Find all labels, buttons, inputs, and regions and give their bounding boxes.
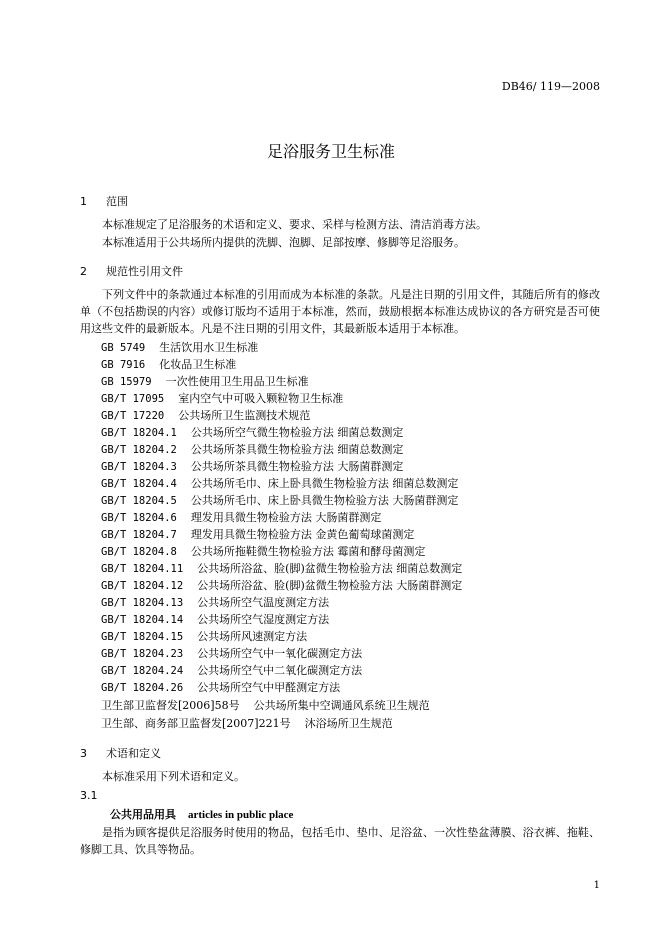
term-english: articles in public place xyxy=(188,809,294,821)
reference-title: 公共场所茶具微生物检验方法 细菌总数测定 xyxy=(190,443,404,456)
reference-item xyxy=(101,679,340,695)
reference-code: GB/T 18204.4 xyxy=(101,478,177,490)
reference-code: GB/T 18204.8 xyxy=(101,546,177,558)
reference-code: GB/T 18204.2 xyxy=(101,444,177,456)
reference-item xyxy=(101,441,403,457)
reference-item xyxy=(101,509,381,525)
section-number: 2 xyxy=(80,265,87,278)
page-number: 1 xyxy=(593,880,600,891)
reference-code: GB/T 18204.23 xyxy=(101,648,184,660)
reference-title: 公共场所空气湿度测定方法 xyxy=(197,613,330,626)
reference-title: 公共场所空气温度测定方法 xyxy=(197,596,330,609)
reference-item xyxy=(101,339,258,355)
reference-code: GB 5749 xyxy=(101,342,146,354)
reference-title: 公共场所拖鞋微生物检验方法 霉菌和酵母菌测定 xyxy=(190,545,426,558)
reference-item xyxy=(101,594,329,610)
section-1-heading xyxy=(80,193,128,209)
section-title: 规范性引用文件 xyxy=(106,265,183,278)
term-heading xyxy=(110,806,293,822)
reference-title: 公共场所空气中甲醛测定方法 xyxy=(197,681,341,694)
reference-title: 公共场所卫生监测技术规范 xyxy=(178,409,311,422)
reference-code: GB/T 18204.12 xyxy=(101,580,184,592)
reference-item xyxy=(101,424,403,440)
reference-code: GB/T 18204.15 xyxy=(101,631,184,643)
reference-item xyxy=(101,356,236,372)
reference-code: GB/T 18204.13 xyxy=(101,597,184,609)
document-code: DB46/ 119—2008 xyxy=(501,80,600,93)
reference-item xyxy=(101,475,458,491)
section-2-heading xyxy=(80,263,183,279)
section-number: 3 xyxy=(80,747,87,760)
reference-item xyxy=(101,662,362,678)
reference-item xyxy=(101,577,462,593)
section-number: 1 xyxy=(80,195,87,208)
reference-item xyxy=(101,526,414,542)
reference-item xyxy=(101,611,329,627)
reference-code: GB/T 18204.5 xyxy=(101,495,177,507)
term-chinese: 公共用品用具 xyxy=(110,808,176,821)
reference-code: GB/T 18204.26 xyxy=(101,682,184,694)
document-title: 足浴服务卫生标准 xyxy=(266,142,395,161)
reference-title: 沐浴场所卫生规范 xyxy=(304,717,393,730)
reference-item xyxy=(101,390,343,406)
term-definition: 是指为顾客提供足浴服务时使用的物品，包括毛巾、垫巾、足浴盆、一次性垫盆薄膜、浴衣裤、拖鞋、修脚工具、饮具等物品。 xyxy=(80,826,600,856)
paragraph: 本标准适用于公共场所内提供的洗脚、泡脚、足部按摩、修脚等足浴服务。 xyxy=(102,236,465,249)
reference-item xyxy=(101,628,307,644)
section-title: 术语和定义 xyxy=(106,747,161,760)
reference-title: 公共场所毛巾、床上卧具微生物检验方法 大肠菌群测定 xyxy=(190,494,459,507)
reference-item xyxy=(101,543,425,559)
reference-code: GB/T 17220 xyxy=(101,410,165,422)
paragraph: 本标准采用下列术语和定义。 xyxy=(102,770,245,783)
reference-title: 理发用具微生物检验方法 金黄色葡萄球菌测定 xyxy=(190,528,415,541)
reference-code: GB 15979 xyxy=(101,376,152,388)
reference-code: GB/T 17095 xyxy=(101,393,165,405)
reference-code: GB/T 18204.6 xyxy=(101,512,177,524)
reference-title: 理发用具微生物检验方法 大肠菌群测定 xyxy=(190,511,382,524)
reference-code: GB/T 18204.7 xyxy=(101,529,177,541)
reference-title: 公共场所集中空调通风系统卫生规范 xyxy=(253,699,430,712)
reference-item xyxy=(101,560,462,576)
reference-code: 卫生部卫监督发[2006]58号 xyxy=(101,699,240,712)
reference-code: GB/T 18204.3 xyxy=(101,461,177,473)
reference-title: 公共场所空气中二氧化碳测定方法 xyxy=(197,664,363,677)
reference-title: 公共场所毛巾、床上卧具微生物检验方法 细菌总数测定 xyxy=(190,477,459,490)
reference-item xyxy=(101,492,458,508)
reference-title: 公共场所空气中一氧化碳测定方法 xyxy=(197,647,363,660)
reference-title: 公共场所浴盆、脸(脚)盆微生物检验方法 细菌总数测定 xyxy=(197,562,463,575)
reference-title: 公共场所风速测定方法 xyxy=(197,630,308,643)
reference-code: GB 7916 xyxy=(101,359,146,371)
reference-item xyxy=(101,697,430,713)
reference-title: 公共场所茶具微生物检验方法 大肠菌群测定 xyxy=(190,460,404,473)
section-title: 范围 xyxy=(106,195,128,208)
paragraph: 下列文件中的条款通过本标准的引用而成为本标准的条款。凡是注日期的引用文件，其随后所有的修改单（不包括勘误的内容）或修订版均不适用于本标准，然而，鼓励根据本标准达成协议的各方研究是否可使用这些文件的最新版本。凡是不注日期的引用文件，其最新版本适用于本标准。 xyxy=(80,288,600,335)
reference-title: 公共场所浴盆、脸(脚)盆微生物检验方法 大肠菌群测定 xyxy=(197,579,463,592)
reference-code: GB/T 18204.14 xyxy=(101,614,184,626)
section-3-heading xyxy=(80,745,161,761)
reference-item xyxy=(101,715,393,731)
paragraph: 本标准规定了足浴服务的术语和定义、要求、采样与检测方法、清洁消毒方法。 xyxy=(102,218,487,231)
reference-code: 卫生部、商务部卫监督发[2007]221号 xyxy=(101,717,291,730)
reference-code: GB/T 18204.24 xyxy=(101,665,184,677)
reference-title: 化妆品卫生标准 xyxy=(159,358,237,371)
reference-title: 生活饮用水卫生标准 xyxy=(159,341,259,354)
reference-item xyxy=(101,645,362,661)
reference-item xyxy=(101,458,403,474)
reference-code: GB/T 18204.1 xyxy=(101,427,177,439)
reference-title: 公共场所空气微生物检验方法 细菌总数测定 xyxy=(190,426,404,439)
term-number: 3.1 xyxy=(80,789,98,802)
reference-item xyxy=(101,373,309,389)
reference-item xyxy=(101,407,310,423)
reference-title: 一次性使用卫生用品卫生标准 xyxy=(165,375,309,388)
reference-title: 室内空气中可吸入颗粒物卫生标准 xyxy=(178,392,344,405)
reference-code: GB/T 18204.11 xyxy=(101,563,184,575)
